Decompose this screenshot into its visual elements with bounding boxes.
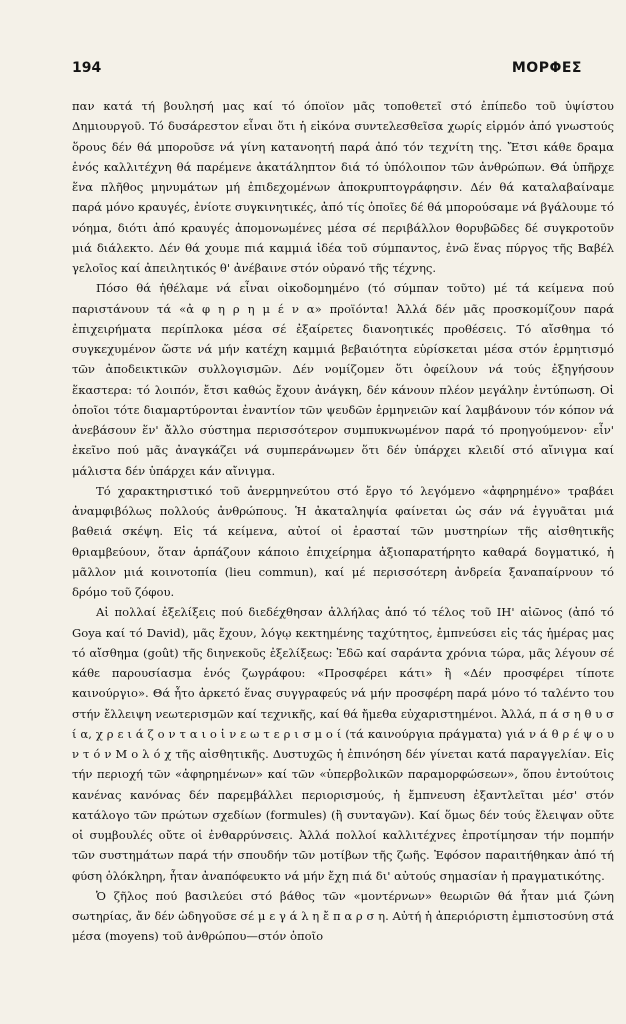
body-text (72, 96, 614, 1004)
paragraph: Ὁ ζῆλος πού βασιλεύει στό βάθος τῶν «μοντέρνων» θεωριῶν θά ἦταν μιά ζώνη σωτηρίας, ἄν δέν ὡδηγοῦσε σέ μ ε γ ά λ η ἔ π α ρ σ η. Αὐτή ἡ ἀπεριόριστη ἐμπιστοσύνη στά μέσα (moyens) τοῦ ἀνθρώπου—στόν ὁποῖο (72, 888, 614, 944)
paragraph: Πόσο θά ἠθέλαμε νά εἶναι οἰκοδομημένο (τό σύμπαν τοῦτο) μέ τά κείμενα πού παριστάνουν τά «ἀ φ η ρ η μ έ ν α» προϊόντα! Ἀλλά δέν μᾶς προσκομίζουν παρά ἐπιχειρήματα περίπλοκα μέσα σέ ἐξαίρετες διανοητικές προθέσεις. Τό αἴσθημα τό συγκεχυμένον ὥστε νά μήν κατέχη καμμιά βεβαιότητα εὑρίσκεται μέσα στόν ἑρμητισμό τῶν ἀποδεικτικῶν συλλογισμῶν. Δέν νομίζομεν ὅτι ὀφείλουν νά τούς ἐξηγήσουν ἕκαστερα: τό λοιπόν, ἔτσι καθώς ἔχουν ἀνάγκη, δέν κάνουν πλέον μεγάλην ἐντύπωση. Οἱ ὁποῖοι τότε διαμαρτύρονται ἐναντίον τῶν ψευδῶν ἑρμηνειῶν καί λαμβάνουν τόν κόπον νά ἀνεβάσουν ἕν' ἄλλο σύστημα περισσότερον συμπυκνωμένον παρά τό προηγούμενον· εἶν' ἐκεῖνο πού μᾶς ἀναγκάζει νά συμπεράνωμεν ὅτι δέν ὑπάρχει κλειδί στό αἴνιγμα καί μάλιστα δέν ὑπάρχει κάν αἴνιγμα. (72, 281, 614, 478)
page-header (72, 60, 582, 82)
paragraph: παν κατά τή βουλησή μας καί τό όποϊον μᾶς τοποθετεῖ στό ἐπίπεδο τοῦ ὑψίστου Δημιουργοῦ. Τό δυσάρεστον εἶναι ὅτι ἡ εἰκόνα συντελεσθεῖσα χωρίς εἱρμόν ἀπό γνωστούς ὅρους δέν θά μποροῦσε νά γίνη κατανοητή παρά ἀπό τόν τεχνίτη της. Ἔτσι κάθε δραμα ἑνός καλλιτέχνη θά παρέμενε ἀκατάληπτον διά τό ὑπόλοιπον τῶν ἀνθρώπων. Θά ὑπῆρχε ἕνα πλῆθος μηνυμάτων μή ἐπιδεχομένων ἀποκρυπτογράφησιν. Δέν θά καταλαβαίναμε παρά μόνο κραυγές, ἐνίοτε συγκινητικές, ἀπό τίς ὁποῖες δέ θά μπορούσαμε νά βγάλουμε τό νόημα, διότι ἀπό κραυγές ἀπομονωμένες μέσα σέ περιβάλλον θορυβῶδες δέ συγκροτοῦν μιά διάλεκτο. Δέν θά χουμε πιά καμμιά ἰδέα τοῦ σύμπαντος, ἐνῶ ἕνας πύργος τῆς Βαβέλ γελοῖος καί ἀπειλητικός θ' ἀνέβαινε στόν οὐρανό τῆς τέχνης. (72, 99, 614, 275)
paragraph: Αἱ πολλαί ἐξελίξεις πού διεδέχθησαν ἀλλήλας ἀπό τό τέλος τοῦ ΙΗ' αἰῶνος (ἀπό τό Goya καί τό David), μᾶς ἔχουν, λόγῳ κεκτημένης ταχύτητος, ἐμπνεύσει εἰς τάς ἡμέρας μας τό αἴσθημα (goût) τῆς διηνεκοῦς ἐξελίξεως: Ἐδῶ καί σαράντα χρόνια τώρα, μᾶς λέγουν σέ κάθε παρουσίασμα ἑνός ζωγράφου: «Προσφέρει κάτι» ἢ «Δέν προσφέρει τίποτε καινούργιο». Θά ἦτο ἀρκετό ἕνας συγγραφεύς νά μήν προσφέρη παρά μόνο τό ταλέντο του στήν ἔλλειψη νεωτερισμῶν καί τεχνικῆς, καί θά ἤμεθα εὐχαριστημένοι. Ἀλλά, π ά σ η θ υ σ ί α, χ ρ ε ι ά ζ ο ν τ α ι ο ἱ ν ε ω τ ε ρ ι σ μ ο ί (τά καινούργια πράγματα) γιά ν ά θ ρ έ ψ ο υ ν τ ό ν Μ ο λ ό χ τῆς αἰσθητικῆς. Δυστυχῶς ἡ ἐπινόηση δέν γίνεται κατά παραγγελίαν. Εἰς τήν περιοχή τῶν «ἀφηρημένων» καί τῶν «ὑπερβολικῶν παραμορφώσεων», ὅπου ἐντούτοις κανένας κανόνας δέν παρεμβάλλει περιορισμούς, ἡ ἔμπνευση ἐξαντλεῖται μέσ' στόν κατάλογο τῶν πρώτων σχεδίων (formules) (ἢ συνταγῶν). Καί ὅμως δέν τούς ἔλειψαν οὔτε οἱ συμβουλές οὔτε οἱ ἐνθαρρύνσεις. Ἀλλά πολλοί καλλιτέχνες ἐπροτίμησαν τήν πομπήν τῶν συστημάτων παρά τήν σπουδήν τῶν μοτίβων τῆς ζωῆς. Ἐφόσον παραιτήθηκαν ἀπό τή φύση ὁλόκληρη, ἦταν ἀναπόφευκτο νά μήν ἔχη πιά δι' αὐτούς σημασίαν ἡ πραγματικότης. (72, 605, 614, 883)
paragraph: Τό χαρακτηριστικό τοῦ ἀνερμηνεύτου στό ἔργο τό λεγόμενο «ἀφηρημένο» τραβάει ἀναμφιβόλως πολλούς ἀνθρώπους. Ἡ ἀκαταληψία φαίνεται ὡς σάν νά ἐγγυᾶται μιά βαθειά σκέψη. Εἰς τά κείμενα, αὐτοί οἱ ἐρασταί τῶν μυστηρίων τῆς αἰσθητικῆς θριαμβεύουν, ὅταν ἁρπάζουν κάποιο ἐπιχείρημα ἀξιοπαρατήρητο καθαρά δογματικό, ἡ μᾶλλον μιά κοινοτοπία (lieu commun), καί μέ περισσότερη ἀνδρεία ξαναπαίρνουν τό δρόμο τοῦ ζόφου. (72, 483, 614, 599)
running-head: ΜΟΡΦΕΣ (511, 60, 582, 76)
page-number: 194 (72, 60, 102, 76)
